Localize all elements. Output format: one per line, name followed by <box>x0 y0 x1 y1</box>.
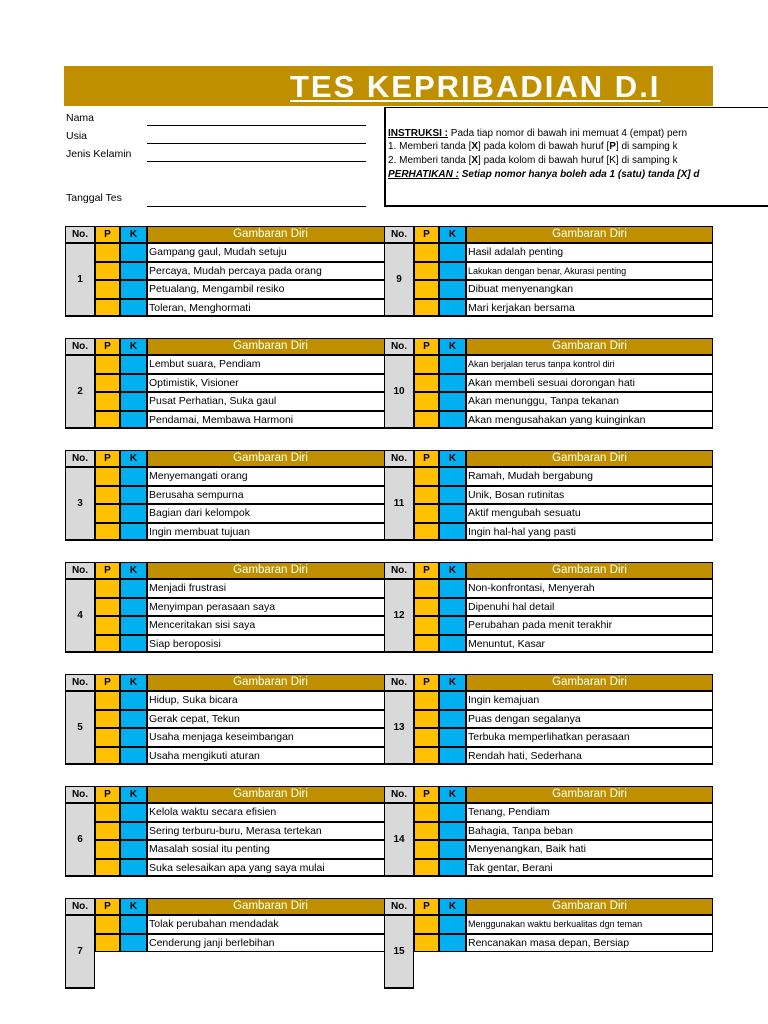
p-checkbox-cell[interactable] <box>414 299 439 318</box>
question-number: 6 <box>65 803 95 877</box>
header-no: No. <box>384 786 414 803</box>
p-checkbox-cell[interactable] <box>95 374 120 393</box>
question-block <box>65 898 394 991</box>
p-checkbox-cell[interactable] <box>414 728 439 747</box>
header-p: P <box>414 562 439 579</box>
k-checkbox-cell[interactable] <box>120 299 147 318</box>
p-checkbox-cell[interactable] <box>95 915 120 934</box>
question-block <box>384 562 713 655</box>
header-p: P <box>95 674 120 691</box>
statement-text: Ingin hal-hal yang pasti <box>466 523 713 542</box>
k-checkbox-cell[interactable] <box>120 392 147 411</box>
statement-text: Ingin kemajuan <box>466 691 713 710</box>
tanggal-tes-label: Tanggal Tes <box>66 192 122 204</box>
statement-text: Berusaha sempurna <box>147 486 394 505</box>
k-checkbox-cell[interactable] <box>120 635 147 654</box>
instruction-perhatikan <box>388 169 700 180</box>
statement-text: Rencanakan masa depan, Bersiap <box>466 934 713 953</box>
p-checkbox-cell[interactable] <box>95 486 120 505</box>
header-p: P <box>414 338 439 355</box>
statement-text: Pusat Perhatian, Suka gaul <box>147 392 394 411</box>
k-checkbox-cell[interactable] <box>439 859 466 878</box>
k-checkbox-cell[interactable] <box>439 616 466 635</box>
header-no: No. <box>384 674 414 691</box>
statement-text: Akan mengusahakan yang kuinginkan <box>466 411 713 430</box>
p-checkbox-cell[interactable] <box>414 691 439 710</box>
statement-text: Menyenangkan, Baik hati <box>466 840 713 859</box>
k-checkbox-cell[interactable] <box>120 486 147 505</box>
header-gambaran-diri: Gambaran Diri <box>147 562 394 579</box>
statement-text: Usaha menjaga keseimbangan <box>147 728 394 747</box>
statement-text: Menyemangati orang <box>147 467 394 486</box>
header-no: No. <box>65 226 95 243</box>
header-k: K <box>439 338 466 355</box>
statement-text: Siap beroposisi <box>147 635 394 654</box>
question-block <box>384 226 713 319</box>
statement-text: Lakukan dengan benar, Akurasi penting <box>466 262 713 281</box>
statement-text: Puas dengan segalanya <box>466 710 713 729</box>
header-no: No. <box>384 898 414 915</box>
statement-text: Akan membeli sesuai dorongan hati <box>466 374 713 393</box>
question-block <box>384 786 713 879</box>
p-checkbox-cell[interactable] <box>95 691 120 710</box>
p-checkbox-cell[interactable] <box>95 822 120 841</box>
p-checkbox-cell[interactable] <box>95 728 120 747</box>
question-number: 4 <box>65 579 95 653</box>
statement-text: Suka selesaikan apa yang saya mulai <box>147 859 394 878</box>
header-k: K <box>120 226 147 243</box>
statement-text: Ingin membuat tujuan <box>147 523 394 542</box>
k-checkbox-cell[interactable] <box>120 411 147 430</box>
perhatikan-text: Setiap nomor hanya boleh ada 1 (satu) tanda [X] d <box>458 169 700 180</box>
statement-text: Hasil adalah penting <box>466 243 713 262</box>
statement-text: Gampang gaul, Mudah setuju <box>147 243 394 262</box>
p-checkbox-cell[interactable] <box>414 262 439 281</box>
p-checkbox-cell[interactable] <box>414 840 439 859</box>
perhatikan-heading: PERHATIKAN : <box>388 169 459 180</box>
p-checkbox-cell[interactable] <box>95 523 120 542</box>
instruction-line-2 <box>388 155 678 166</box>
header-gambaran-diri: Gambaran Diri <box>466 674 713 691</box>
header-k: K <box>120 786 147 803</box>
statement-text: Petualang, Mengambil resiko <box>147 280 394 299</box>
header-gambaran-diri: Gambaran Diri <box>466 562 713 579</box>
k-checkbox-cell[interactable] <box>120 822 147 841</box>
question-number: 5 <box>65 691 95 765</box>
statement-text: Lembut suara, Pendiam <box>147 355 394 374</box>
question-number: 7 <box>65 915 95 989</box>
header-p: P <box>95 562 120 579</box>
usia-field[interactable] <box>147 143 366 144</box>
statement-text: Tolak perubahan mendadak <box>147 915 394 934</box>
statement-text: Unik, Bosan rutinitas <box>466 486 713 505</box>
question-number: 2 <box>65 355 95 429</box>
question-block <box>65 226 394 319</box>
k-checkbox-cell[interactable] <box>120 915 147 934</box>
k-checkbox-cell[interactable] <box>439 934 466 953</box>
k-checkbox-cell[interactable] <box>120 747 147 766</box>
header-p: P <box>414 450 439 467</box>
instruction-line-1-c: ] di samping k <box>615 141 678 152</box>
header-gambaran-diri: Gambaran Diri <box>466 450 713 467</box>
p-checkbox-cell[interactable] <box>95 747 120 766</box>
k-checkbox-cell[interactable] <box>120 598 147 617</box>
k-checkbox-cell[interactable] <box>439 691 466 710</box>
statement-text: Non-konfrontasi, Menyerah <box>466 579 713 598</box>
k-checkbox-cell[interactable] <box>439 747 466 766</box>
k-checkbox-cell[interactable] <box>120 579 147 598</box>
header-gambaran-diri: Gambaran Diri <box>466 898 713 915</box>
p-checkbox-cell[interactable] <box>414 710 439 729</box>
k-checkbox-cell[interactable] <box>439 504 466 523</box>
statement-text: Cenderung janji berlebihan <box>147 934 394 953</box>
question-number: 1 <box>65 243 95 317</box>
statement-text: Bagian dari kelompok <box>147 504 394 523</box>
header-p: P <box>95 898 120 915</box>
p-checkbox-cell[interactable] <box>95 710 120 729</box>
statement-text: Tenang, Pendiam <box>466 803 713 822</box>
p-checkbox-cell[interactable] <box>95 635 120 654</box>
header-no: No. <box>65 562 95 579</box>
p-checkbox-cell[interactable] <box>95 262 120 281</box>
header-k: K <box>439 450 466 467</box>
p-checkbox-cell[interactable] <box>95 803 120 822</box>
nama-label: Nama <box>66 112 95 124</box>
question-number: 15 <box>384 915 414 989</box>
k-checkbox-cell[interactable] <box>120 504 147 523</box>
instruction-line-1-a: 1. Memberi tanda [ <box>388 141 472 152</box>
p-checkbox-cell[interactable] <box>95 579 120 598</box>
p-checkbox-cell[interactable] <box>414 803 439 822</box>
statement-text: Percaya, Mudah percaya pada orang <box>147 262 394 281</box>
question-block <box>65 450 394 543</box>
page-title: TES KEPRIBADIAN D.I <box>290 69 661 104</box>
p-checkbox-cell[interactable] <box>95 598 120 617</box>
p-checkbox-cell[interactable] <box>95 280 120 299</box>
instruction-line-2-x: X <box>471 155 479 166</box>
p-checkbox-cell[interactable] <box>414 411 439 430</box>
statement-text: Tak gentar, Berani <box>466 859 713 878</box>
statement-text: Terbuka memperlihatkan perasaan <box>466 728 713 747</box>
k-checkbox-cell[interactable] <box>120 710 147 729</box>
p-checkbox-cell[interactable] <box>414 243 439 262</box>
p-checkbox-cell[interactable] <box>414 822 439 841</box>
k-checkbox-cell[interactable] <box>120 616 147 635</box>
k-checkbox-cell[interactable] <box>439 299 466 318</box>
header-gambaran-diri: Gambaran Diri <box>147 226 394 243</box>
k-checkbox-cell[interactable] <box>120 262 147 281</box>
k-checkbox-cell[interactable] <box>120 280 147 299</box>
question-block <box>384 450 713 543</box>
question-block <box>65 562 394 655</box>
nama-field[interactable] <box>147 125 366 126</box>
k-checkbox-cell[interactable] <box>439 523 466 542</box>
header-k: K <box>439 226 466 243</box>
header-p: P <box>95 786 120 803</box>
usia-label: Usia <box>66 130 88 142</box>
header-k: K <box>439 786 466 803</box>
header-gambaran-diri: Gambaran Diri <box>466 338 713 355</box>
p-checkbox-cell[interactable] <box>414 859 439 878</box>
p-checkbox-cell[interactable] <box>414 915 439 934</box>
k-checkbox-cell[interactable] <box>439 579 466 598</box>
header-k: K <box>120 450 147 467</box>
header-p: P <box>95 338 120 355</box>
k-checkbox-cell[interactable] <box>439 467 466 486</box>
k-checkbox-cell[interactable] <box>120 467 147 486</box>
statement-text: Menyimpan perasaan saya <box>147 598 394 617</box>
k-checkbox-cell[interactable] <box>120 523 147 542</box>
k-checkbox-cell[interactable] <box>439 280 466 299</box>
instruction-line-2-a: 2. Memberi tanda [ <box>388 155 472 166</box>
p-checkbox-cell[interactable] <box>414 504 439 523</box>
statement-text: Aktif mengubah sesuatu <box>466 504 713 523</box>
instruction-intro <box>388 128 687 139</box>
header-gambaran-diri: Gambaran Diri <box>147 674 394 691</box>
statement-text: Akan menunggu, Tanpa tekanan <box>466 392 713 411</box>
statement-text: Usaha mengikuti aturan <box>147 747 394 766</box>
header-no: No. <box>384 450 414 467</box>
p-checkbox-cell[interactable] <box>95 504 120 523</box>
statement-text: Toleran, Menghormati <box>147 299 394 318</box>
header-k: K <box>120 338 147 355</box>
header-no: No. <box>65 450 95 467</box>
instruction-line-2-b: ] pada kolom di bawah huruf [K] di samping k <box>478 155 678 166</box>
p-checkbox-cell[interactable] <box>414 355 439 374</box>
p-checkbox-cell[interactable] <box>414 523 439 542</box>
question-block <box>384 338 713 431</box>
k-checkbox-cell[interactable] <box>120 840 147 859</box>
header-no: No. <box>65 674 95 691</box>
k-checkbox-cell[interactable] <box>439 392 466 411</box>
p-checkbox-cell[interactable] <box>95 243 120 262</box>
statement-text: Mari kerjakan bersama <box>466 299 713 318</box>
k-checkbox-cell[interactable] <box>439 374 466 393</box>
p-checkbox-cell[interactable] <box>95 355 120 374</box>
header-no: No. <box>384 338 414 355</box>
instruction-heading: INSTRUKSI : <box>388 128 448 139</box>
statement-text: Ramah, Mudah bergabung <box>466 467 713 486</box>
header-k: K <box>439 674 466 691</box>
header-no: No. <box>65 898 95 915</box>
statement-text: Pendamai, Membawa Harmoni <box>147 411 394 430</box>
p-checkbox-cell[interactable] <box>95 616 120 635</box>
question-number: 3 <box>65 467 95 541</box>
question-number: 12 <box>384 579 414 653</box>
header-p: P <box>95 226 120 243</box>
question-number: 10 <box>384 355 414 429</box>
k-checkbox-cell[interactable] <box>439 822 466 841</box>
statement-text: Gerak cepat, Tekun <box>147 710 394 729</box>
k-checkbox-cell[interactable] <box>439 598 466 617</box>
p-checkbox-cell[interactable] <box>414 280 439 299</box>
question-block <box>65 786 394 879</box>
statement-text: Rendah hati, Sederhana <box>466 747 713 766</box>
p-checkbox-cell[interactable] <box>414 579 439 598</box>
statement-text: Sering terburu-buru, Merasa tertekan <box>147 822 394 841</box>
k-checkbox-cell[interactable] <box>120 934 147 953</box>
header-p: P <box>414 898 439 915</box>
p-checkbox-cell[interactable] <box>95 299 120 318</box>
header-no: No. <box>65 786 95 803</box>
header-gambaran-diri: Gambaran Diri <box>147 450 394 467</box>
k-checkbox-cell[interactable] <box>439 411 466 430</box>
question-block <box>384 898 713 991</box>
header-p: P <box>414 786 439 803</box>
header-gambaran-diri: Gambaran Diri <box>147 786 394 803</box>
title-bar <box>64 66 713 106</box>
p-checkbox-cell[interactable] <box>95 392 120 411</box>
k-checkbox-cell[interactable] <box>439 840 466 859</box>
p-checkbox-cell[interactable] <box>414 934 439 953</box>
header-no: No. <box>384 226 414 243</box>
question-block <box>384 674 713 767</box>
instruction-box <box>384 107 768 207</box>
p-checkbox-cell[interactable] <box>414 392 439 411</box>
p-checkbox-cell[interactable] <box>414 747 439 766</box>
question-number: 9 <box>384 243 414 317</box>
p-checkbox-cell[interactable] <box>414 467 439 486</box>
instruction-line-1 <box>388 141 678 152</box>
instruction-line-1-p: P <box>609 141 616 152</box>
tanggal-tes-field[interactable] <box>147 206 366 207</box>
header-p: P <box>414 226 439 243</box>
k-checkbox-cell[interactable] <box>120 243 147 262</box>
p-checkbox-cell[interactable] <box>95 411 120 430</box>
statement-text: Hidup, Suka bicara <box>147 691 394 710</box>
p-checkbox-cell[interactable] <box>95 467 120 486</box>
k-checkbox-cell[interactable] <box>439 486 466 505</box>
p-checkbox-cell[interactable] <box>95 840 120 859</box>
question-block <box>65 674 394 767</box>
k-checkbox-cell[interactable] <box>120 355 147 374</box>
k-checkbox-cell[interactable] <box>439 803 466 822</box>
header-k: K <box>120 674 147 691</box>
p-checkbox-cell[interactable] <box>414 374 439 393</box>
header-no: No. <box>65 338 95 355</box>
header-p: P <box>95 450 120 467</box>
statement-text: Menceritakan sisi saya <box>147 616 394 635</box>
k-checkbox-cell[interactable] <box>120 728 147 747</box>
k-checkbox-cell[interactable] <box>439 728 466 747</box>
question-block <box>65 338 394 431</box>
statement-text: Bahagia, Tanpa beban <box>466 822 713 841</box>
statement-text: Menggunakan waktu berkualitas dgn teman <box>466 915 713 934</box>
p-checkbox-cell[interactable] <box>414 635 439 654</box>
k-checkbox-cell[interactable] <box>120 691 147 710</box>
header-gambaran-diri: Gambaran Diri <box>147 338 394 355</box>
statement-text: Menuntut, Kasar <box>466 635 713 654</box>
question-number: 14 <box>384 803 414 877</box>
k-checkbox-cell[interactable] <box>439 262 466 281</box>
question-number: 13 <box>384 691 414 765</box>
statement-text: Menjadi frustrasi <box>147 579 394 598</box>
statement-text: Dipenuhi hal detail <box>466 598 713 617</box>
header-gambaran-diri: Gambaran Diri <box>466 786 713 803</box>
p-checkbox-cell[interactable] <box>414 598 439 617</box>
statement-text: Masalah sosial itu penting <box>147 840 394 859</box>
header-no: No. <box>384 562 414 579</box>
p-checkbox-cell[interactable] <box>414 486 439 505</box>
k-checkbox-cell[interactable] <box>439 710 466 729</box>
p-checkbox-cell[interactable] <box>95 859 120 878</box>
jenis-kelamin-label: Jenis Kelamin <box>66 148 132 160</box>
k-checkbox-cell[interactable] <box>120 859 147 878</box>
question-number: 11 <box>384 467 414 541</box>
instruction-line-1-b: ] pada kolom di bawah huruf [ <box>478 141 610 152</box>
header-k: K <box>439 562 466 579</box>
p-checkbox-cell[interactable] <box>414 616 439 635</box>
statement-text: Optimistik, Visioner <box>147 374 394 393</box>
k-checkbox-cell[interactable] <box>120 374 147 393</box>
instruction-intro-text: Pada tiap nomor di bawah ini memuat 4 (empat) pern <box>448 128 688 139</box>
statement-text: Dibuat menyenangkan <box>466 280 713 299</box>
p-checkbox-cell[interactable] <box>95 934 120 953</box>
header-p: P <box>414 674 439 691</box>
k-checkbox-cell[interactable] <box>439 635 466 654</box>
header-k: K <box>120 898 147 915</box>
statement-text: Perubahan pada menit terakhir <box>466 616 713 635</box>
header-k: K <box>120 562 147 579</box>
k-checkbox-cell[interactable] <box>439 355 466 374</box>
header-gambaran-diri: Gambaran Diri <box>147 898 394 915</box>
jenis-kelamin-field[interactable] <box>147 161 366 162</box>
instruction-line-1-x: X <box>471 141 479 152</box>
header-k: K <box>439 898 466 915</box>
k-checkbox-cell[interactable] <box>439 915 466 934</box>
statement-text: Kelola waktu secara efisien <box>147 803 394 822</box>
statement-text: Akan berjalan terus tanpa kontrol diri <box>466 355 713 374</box>
k-checkbox-cell[interactable] <box>120 803 147 822</box>
k-checkbox-cell[interactable] <box>439 243 466 262</box>
header-gambaran-diri: Gambaran Diri <box>466 226 713 243</box>
